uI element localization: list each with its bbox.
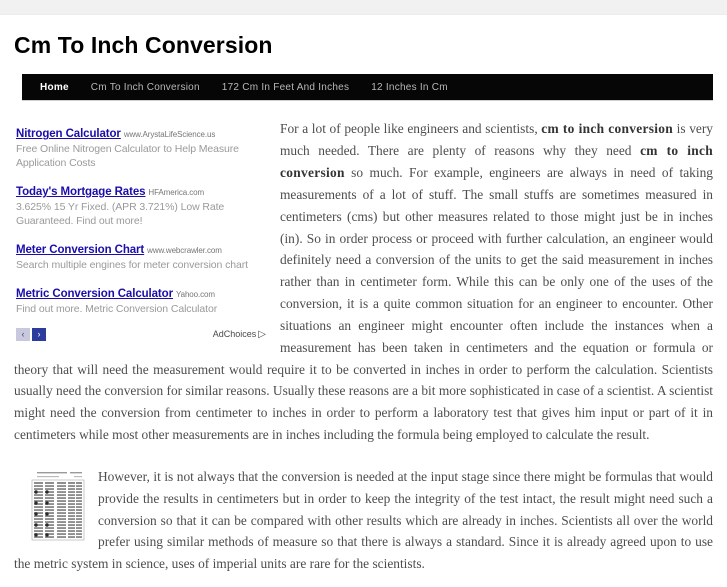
top-gray-strip [0, 0, 727, 15]
ad-description: 3.625% 15 Yr Fixed. (APR 3.721%) Low Rate Guaranteed. Find out more! [16, 201, 225, 227]
ad-title-link[interactable]: Nitrogen Calculator [16, 128, 121, 141]
main-navigation [22, 74, 713, 100]
keyword-cm-to-inch-conversion-2: cm to inch conversion [280, 143, 713, 180]
ad-url-link[interactable]: HFAmerica.com [148, 188, 205, 198]
adchoices-label: AdChoices [212, 329, 257, 340]
ad-item[interactable] [16, 284, 266, 317]
adchoices-link[interactable] [213, 329, 266, 340]
ad-footer [16, 327, 266, 341]
ad-title-link[interactable]: Today's Mortgage Rates [16, 186, 146, 199]
page-title: Cm To Inch Conversion [14, 32, 273, 58]
paragraph-1-segment-2: is very much needed. There are plenty of reasons why they need [280, 121, 714, 159]
content-area [0, 100, 727, 587]
adchoices-triangle-icon: ▷ [258, 328, 266, 340]
ad-item[interactable] [16, 182, 266, 229]
article-section-two [14, 458, 713, 587]
ad-url-link[interactable]: Yahoo.com [175, 289, 215, 299]
ad-description: Search multiple engines for meter conversion chart [16, 258, 248, 271]
ad-pagination [16, 328, 46, 341]
ad-item[interactable] [16, 124, 266, 171]
ad-url-link[interactable]: www.webcrawler.com [147, 245, 222, 255]
chevron-right-icon[interactable]: › [32, 328, 46, 341]
ad-description: Free Online Nitrogen Calculator to Help Measure Application Costs [16, 143, 239, 170]
article-paragraph-2: However, it is not always that the conversion is needed at the input stage since there might be formulas that would provide the results in centimeters but in order to keep the integrity of the test intact, the result might need such a conversion so that it can be compared with other results which are already in inches. Scientists all over the world prefer using similar methods of measure so that there is always a standard. Since it is already agreed upon to use the metric system in science, uses of imperial units are rare for the scientists. [14, 468, 713, 572]
paragraph-1-segment-3: so much. For example, engineers are always in need of taking measurements of a lot of stuff. The small stuffs are sometimes measured in centimeters (cms) but other measures related to those might just be in inches (in). So in order process or proceed with further calculation, an engineer would definitely need a conversion of the units to get the said measurement in inches rather than in centimeter form. While this can be only one of the uses of the conversion, it is a quite common situation for an engineer to encounter. Other situations an engineer might encounter often include the instances when a measurement has been taken in centimeters and the equation or formula or theory that will need the measurement would require it to be converted in inches in order to perform the calculation. Scientists usually need the conversion for similar reasons. Usually these reasons are a bit more sophisticated in case of a scientist. A scientist might need the conversion from centimeter to inches in order to perform a laboratory test that gives him input or part of it in centimeters while most other measurements are in inches including the formula being employed to calculate the result. [14, 164, 713, 443]
advertisement-block [16, 124, 266, 341]
ad-title-link[interactable]: Metric Conversion Calculator [16, 287, 173, 300]
nav-item-12-inches-in-cm[interactable]: 12 Inches In Cm [371, 81, 448, 93]
site-header [0, 15, 727, 58]
nav-item-cm-to-inch-conversion[interactable]: Cm To Inch Conversion [90, 81, 200, 93]
chevron-left-icon[interactable]: ‹ [16, 328, 30, 341]
ad-title-link[interactable]: Meter Conversion Chart [16, 243, 145, 256]
nav-item-172-cm-in-feet-and-inches[interactable]: 172 Cm In Feet And Inches [221, 81, 350, 93]
ad-item[interactable] [16, 240, 266, 273]
nav-item-home[interactable]: Home [40, 81, 69, 93]
navigation-wrapper [22, 74, 713, 100]
ad-url-link[interactable]: www.ArystaLifeScience.us [123, 130, 216, 140]
ad-description: Find out more. Metric Conversion Calculator [16, 302, 218, 315]
paragraph-1-segment-1: For a lot of people like engineers and scientists, [280, 121, 542, 137]
conversion-chart-thumbnail [30, 470, 86, 542]
keyword-cm-to-inch-conversion-1: cm to inch conversion [541, 121, 674, 137]
